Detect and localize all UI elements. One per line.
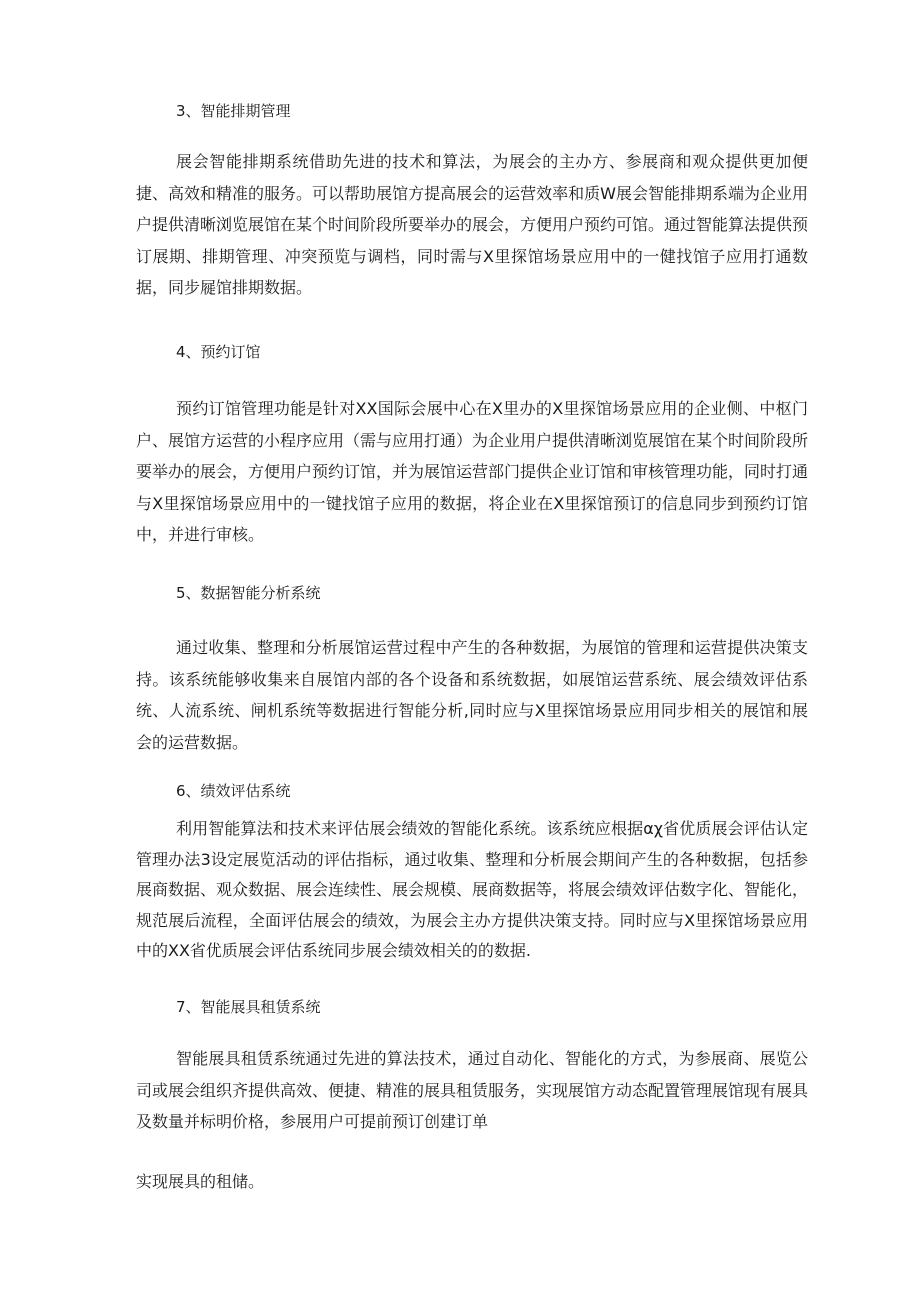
section-body-5: 通过收集、整理和分析展馆运营过程中产生的各种数据，为展馆的管理和运营提供决策支持。该系统能够收集来自展馆内部的各个设备和系统数据，如展馆运营系统、展会绩效评估系统、人流系统、闸机系统等数据进行智能分析,同时应与X里探馆场景应用同步相关的展馆和展会的运营数据。 [136, 638, 808, 752]
section-heading-3: 3、智能排期管理 [176, 102, 291, 120]
section-heading-6: 6、绩效评估系统 [176, 782, 291, 800]
section-body-7: 智能展具租赁系统通过先进的算法技术，通过自动化、智能化的方式，为参展商、展览公司或展会组织齐提供高效、便捷、精准的展具租赁服务，实现展馆方动态配置管理展馆现有展具及数量并标明价格，参展用户可提前预订创建订单 [136, 1049, 809, 1131]
section-body-3: 展会智能排期系统借助先进的技术和算法，为展会的主办方、参展商和观众提供更加便捷、高效和精准的服务。可以帮助展馆方提高展会的运营效率和质W展会智能排期系端为企业用户提供清晰浏览展馆在某个时间阶段所要举办的展会，方便用户预约可馆。通过智能算法提供预订展期、排期管理、冲突预览与调档，同时需与X里探馆场景应用中的一健找馆子应用打通数据，同步屣馆排期数据。 [136, 152, 809, 297]
section-heading-5: 5、数据智能分析系统 [176, 584, 321, 602]
section-heading-4: 4、预约订馆 [176, 343, 261, 361]
section-body-4: 预约订馆管理功能是针对XX国际会展中心在X里办的X里探馆场景应用的企业侧、中枢门户、展馆方运营的小程序应用（需与应用打通）为企业用户提供清晰浏览展馆在某个时间阶段所要举办的展会，方便用户预约订馆，并为展馆运营部门提供企业订馆和审核管理功能，同时打通与X里探馆场景应用中的一键找馆子应用的数据，将企业在X里探馆预订的信息同步到预约订馆中，并进行审核。 [136, 399, 809, 544]
section-body-6: 利用智能算法和技术来评估展会绩效的智能化系统。该系统应根据αχ省优质展会评估认定管理办法3设定展览活动的评估指标，通过收集、整理和分析展会期间产生的各种数据，包括参展商数据、观众数据、展会连续性、展会规模、展商数据等，将展会绩效评估数字化、智能化，规范展后流程，全面评估展会的绩效，为展会主办方提供决策支持。同时应与X里探馆场景应用中的XX省优质展会评估系统同步展会绩效相关的的数据. [136, 819, 809, 960]
section-heading-7: 7、智能展具租赁系统 [176, 998, 321, 1016]
trailing-line: 实现展具的租储。 [136, 1172, 265, 1191]
